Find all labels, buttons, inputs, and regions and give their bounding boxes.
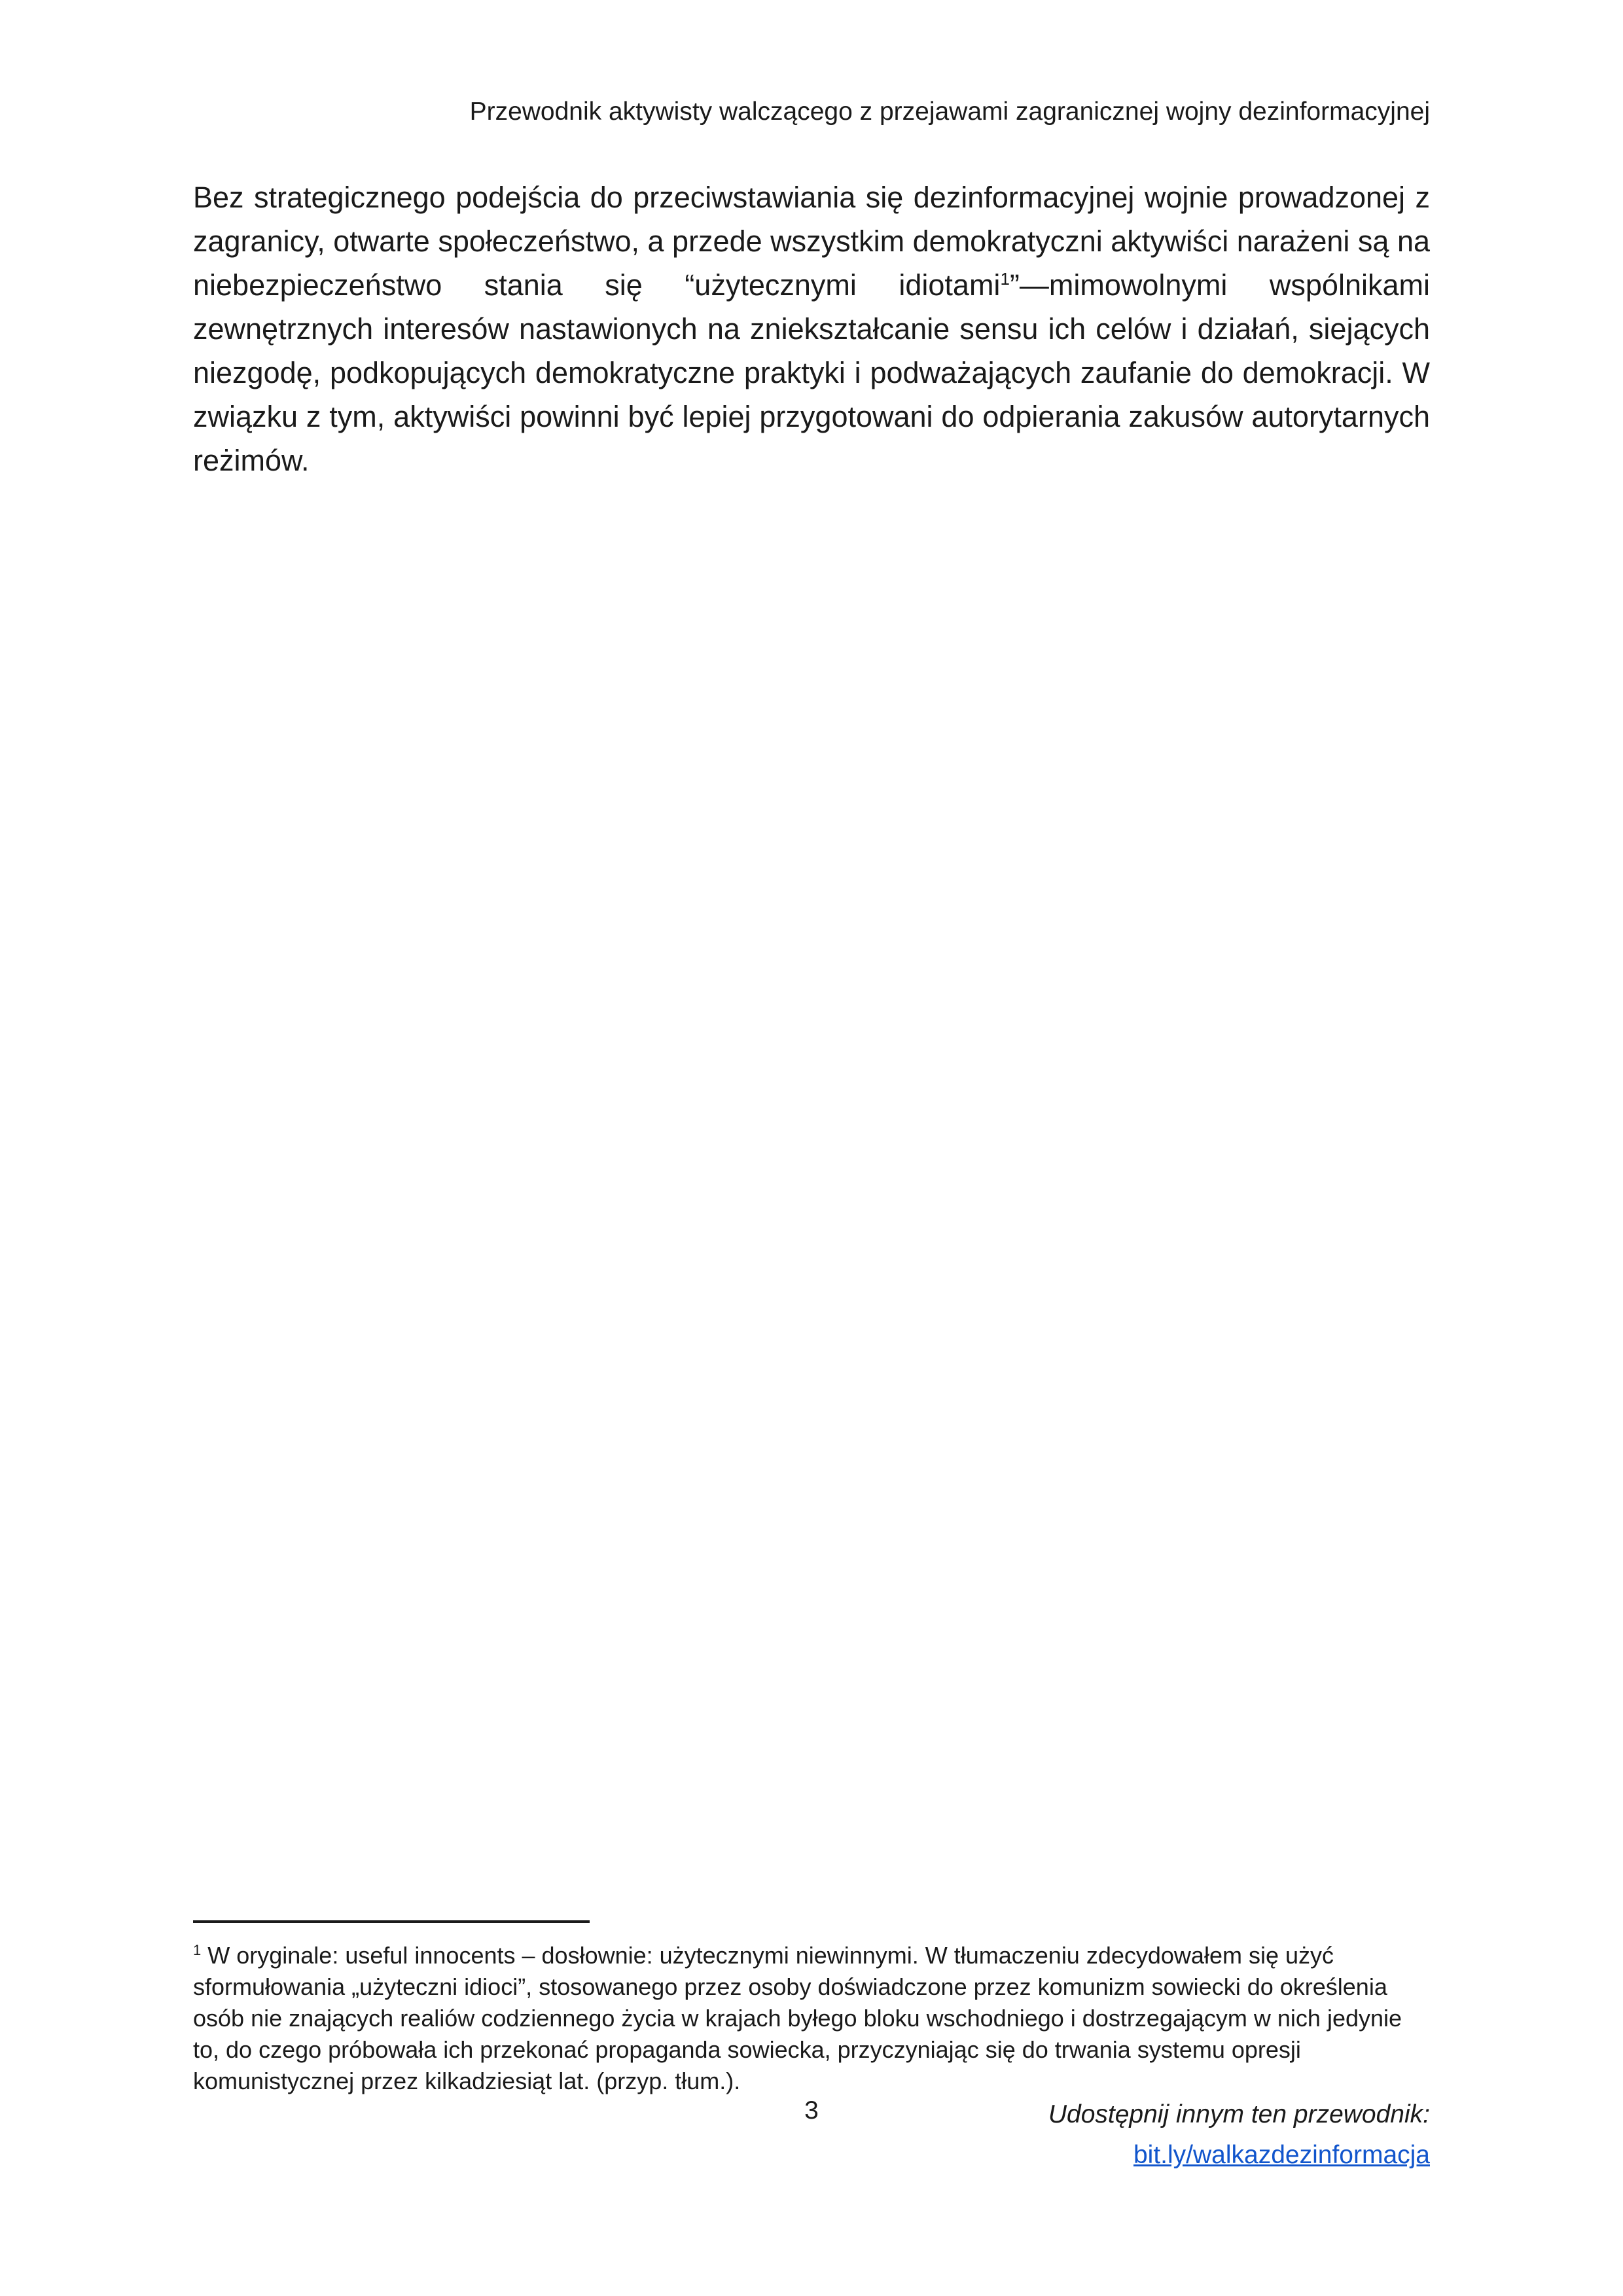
- page-number: 3: [804, 2096, 819, 2125]
- footnote-reference-marker[interactable]: 1: [1000, 269, 1010, 289]
- share-block: [841, 2094, 1430, 2176]
- body-text-before-marker: Bez strategicznego podejścia do przeciwstawiania się dezinformacyjnej wojnie prowadzonej z zagranicy, otwarte społeczeństwo, a przede wszystkim demokratyczni aktywiści narażeni są na niebezpieczeństwo stania się “użytecznymi idiotami: [193, 181, 1430, 302]
- share-text: Udostępnij innym ten przewodnik:: [1048, 2100, 1430, 2128]
- footnote-number: 1: [193, 1942, 202, 1958]
- footnote: [193, 1940, 1430, 2097]
- running-header-title: Przewodnik aktywisty walczącego z przejawami zagranicznej wojny dezinformacyjnej: [469, 98, 1430, 126]
- footnote-separator: [193, 1920, 590, 1923]
- share-link[interactable]: bit.ly/walkazdezinformacja: [1133, 2141, 1430, 2169]
- footnote-text: W oryginale: useful innocents – dosłownie: użytecznymi niewinnymi. W tłumaczeniu zdecydowałem się użyć sformułowania „użyteczni idioci”, stosowanego przez osoby doświadczone przez komunizm sowiecki do określenia osób nie znających realiów codziennego życia w krajach byłego bloku wschodniego i dostrzegającym w nich jedynie to, do czego próbowała ich przekonać propaganda sowiecka, przyczyniając się do trwania systemu opresji komunistycznej przez kilkadziesiąt lat. (przyp. tłum.).: [193, 1942, 1402, 2094]
- body-text-after-marker: ”—mimowolnymi wspólnikami zewnętrznych interesów nastawionych na zniekształcanie sensu ich celów i działań, siejących niezgodę, podkopujących demokratyczne praktyki i podważających zaufanie do demokracji. W związku z tym, aktywiści powinni być lepiej przygotowani do odpierania zakusów autorytarnych reżimów.: [193, 268, 1430, 477]
- body-paragraph: [193, 175, 1430, 482]
